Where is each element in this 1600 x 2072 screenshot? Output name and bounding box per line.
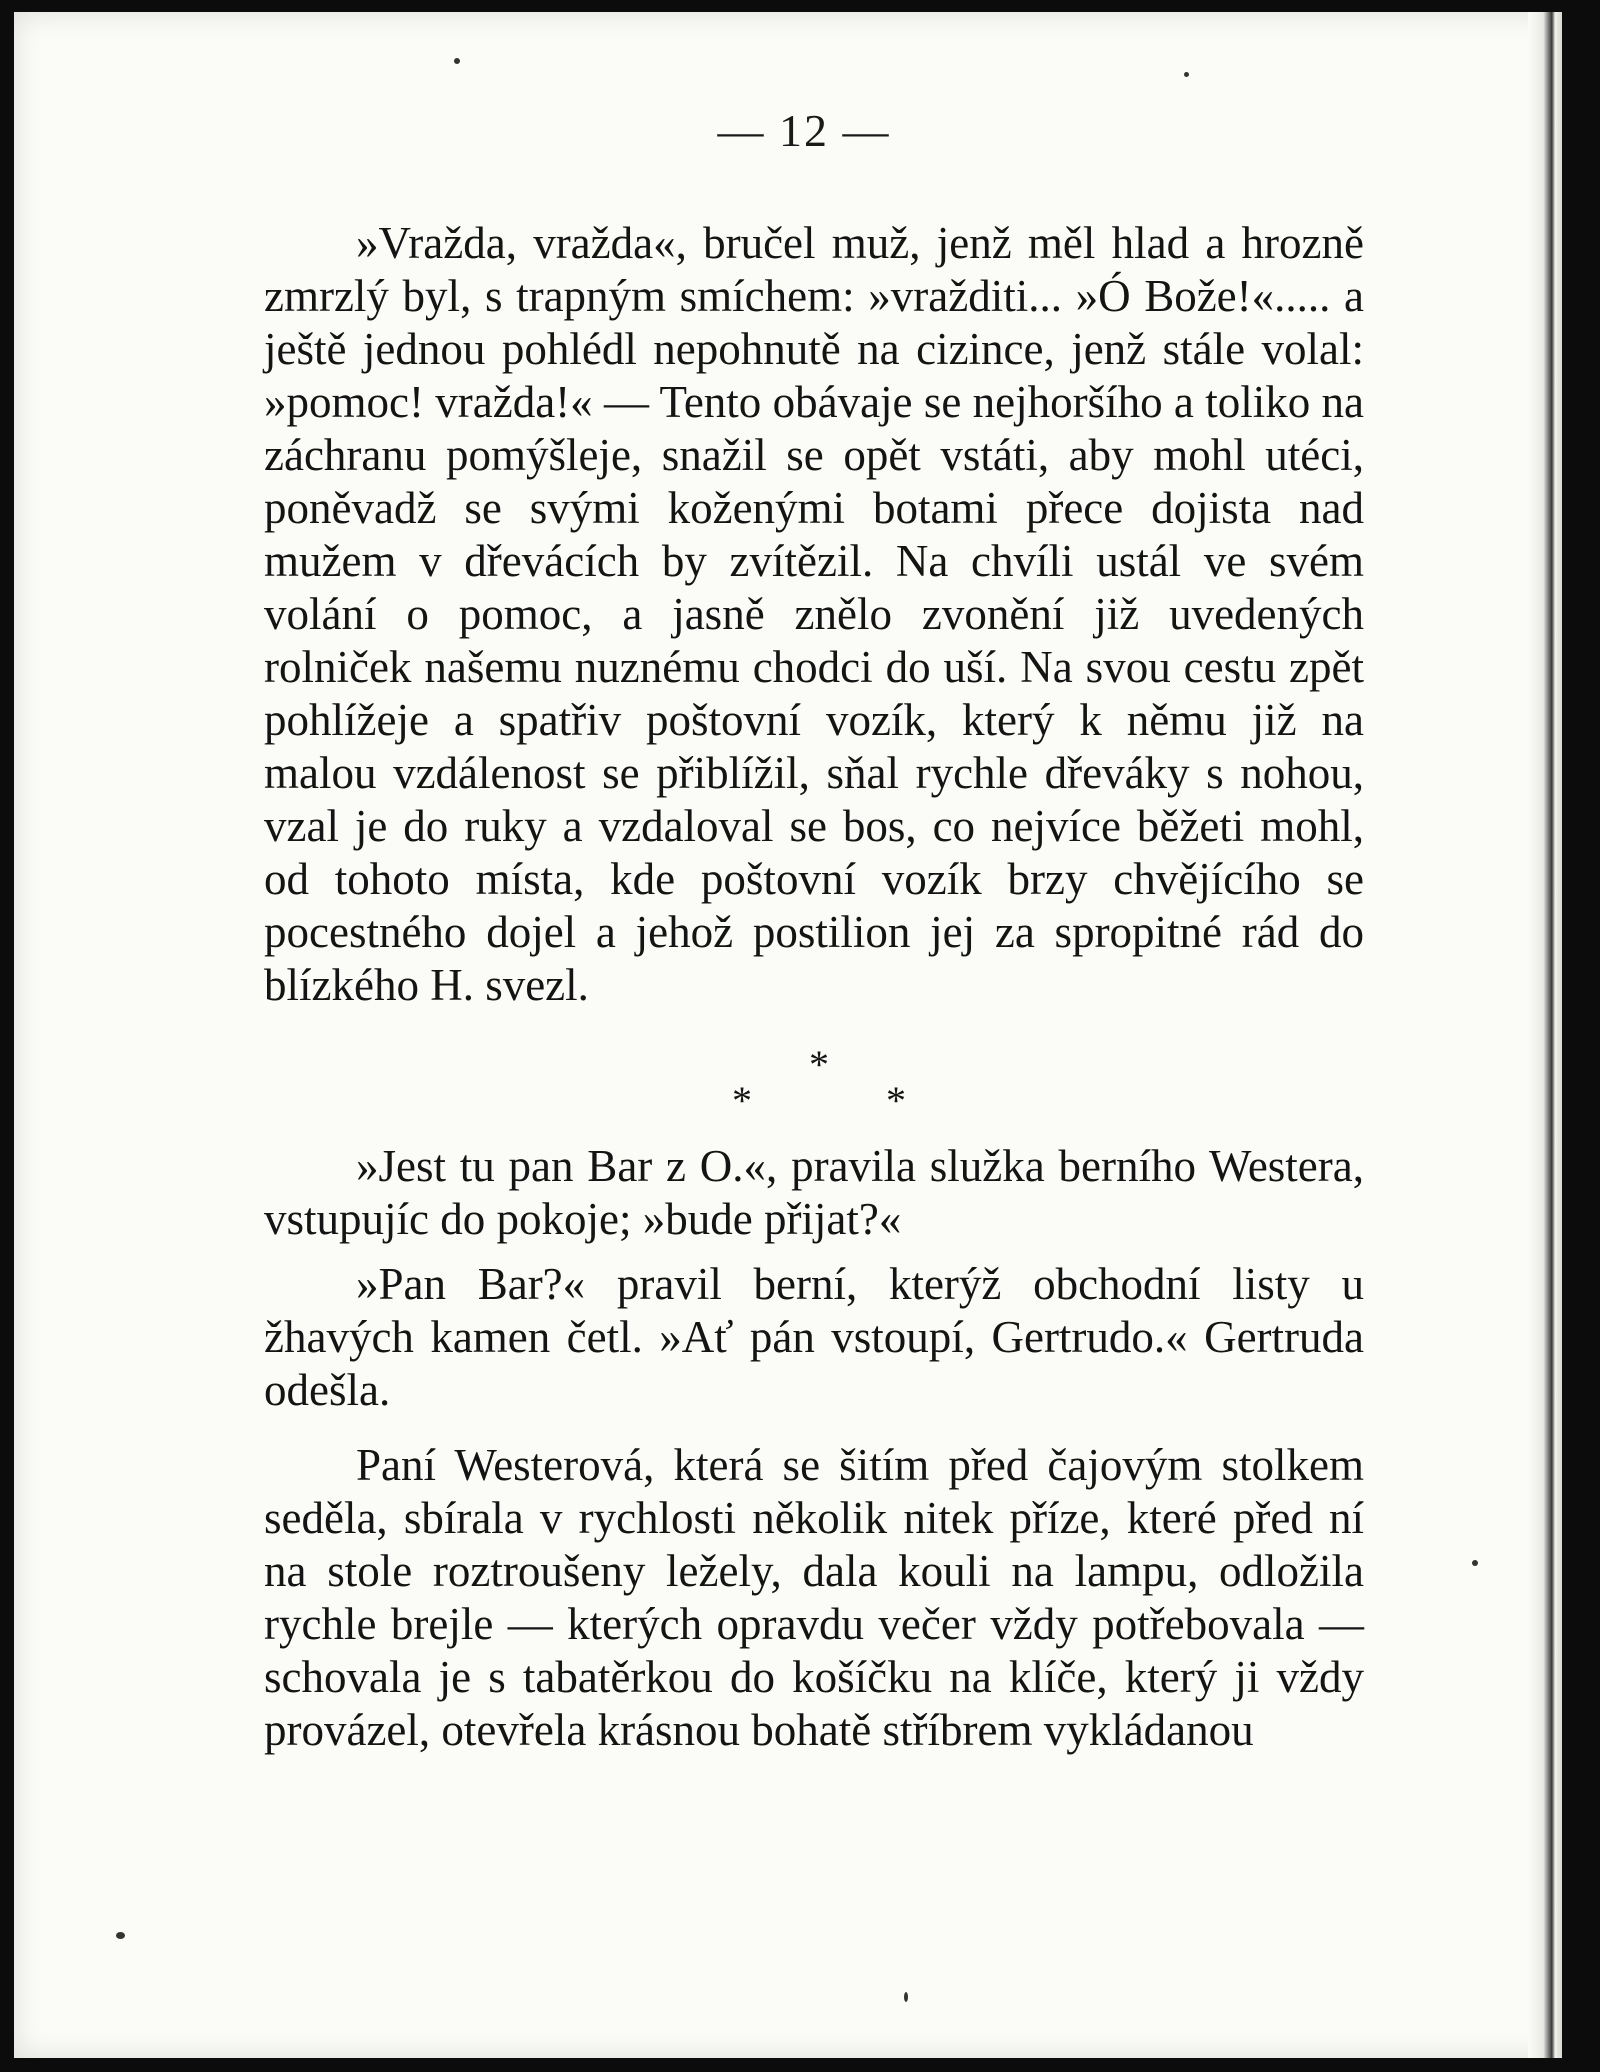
page-number: — 12 —	[717, 105, 891, 156]
page-binding-edge	[1528, 12, 1562, 2058]
section-separator	[264, 1038, 1364, 1122]
book-page	[14, 12, 1562, 2058]
separator-asterisk-right: *	[886, 1078, 906, 1123]
paragraph-maid-announcement: »Jest tu pan Bar z O.«, pravila služka berního Westera, vstupujíc do pokoje; »bude přijat?«	[264, 1141, 1364, 1244]
paragraph-murder-scene: »Vražda, vražda«, bručel muž, jenž měl hlad a hrozně zmrzlý byl, s trapným smíchem: »vražditi... »Ó Bože!«..... a ještě jednou pohlédl nepohnutě na cizince, jenž stále volal: »pomoc! vražda!« — Tento obávaje se nejhoršího a toliko na záchranu pomýšleje, snažil se opět vstáti, aby mohl utéci, poněvadž se svými koženými botami přece dojista nad mužem v dřevácích by zvítězil. Na chvíli ustál ve svém volání o pomoc, a jasně znělo zvonění již uvedených rolniček našemu nuznému chodci do uší. Na svou cestu zpět pohlížeje a spatřiv poštovní vozík, který k němu již na malou vzdálenost se přiblížil, sňal rychle dřeváky s nohou, vzal je do ruky a vzdaloval se bos, co nejvíce běžeti mohl, od tohoto místa, kde poštovní vozík brzy chvějícího se pocestného dojel a jehož postilion jej za spropitné rád do blízkého H. svezl.	[264, 218, 1364, 1010]
separator-asterisk-top: *	[809, 1042, 829, 1087]
scan-speck	[454, 58, 460, 64]
scan-speck	[904, 1992, 908, 2002]
scan-speck	[116, 1932, 125, 1939]
paragraph-mrs-wester: Paní Westerová, která se šitím před čajovým stolkem seděla, sbírala v rychlosti několik nitek příze, které před ní na stole roztroušeny ležely, dala kouli na lampu, odložila rychle brejle — kterých opravdu večer vždy potřebovala — schovala je s tabatěrkou do košíčku na klíče, který ji vždy provázel, otevřela krásnou bohatě stříbrem vykládanou	[264, 1440, 1364, 1755]
scan-speck	[1472, 1560, 1478, 1566]
separator-asterisk-left: *	[732, 1078, 752, 1123]
body-text	[264, 217, 1364, 1757]
paragraph-tax-officer-reply: »Pan Bar?« pravil berní, kterýž obchodní listy u žhavých kamen četl. »Ať pán vstoupí, Gertrudo.« Gertruda odešla.	[264, 1259, 1364, 1415]
scan-speck	[1184, 72, 1189, 77]
